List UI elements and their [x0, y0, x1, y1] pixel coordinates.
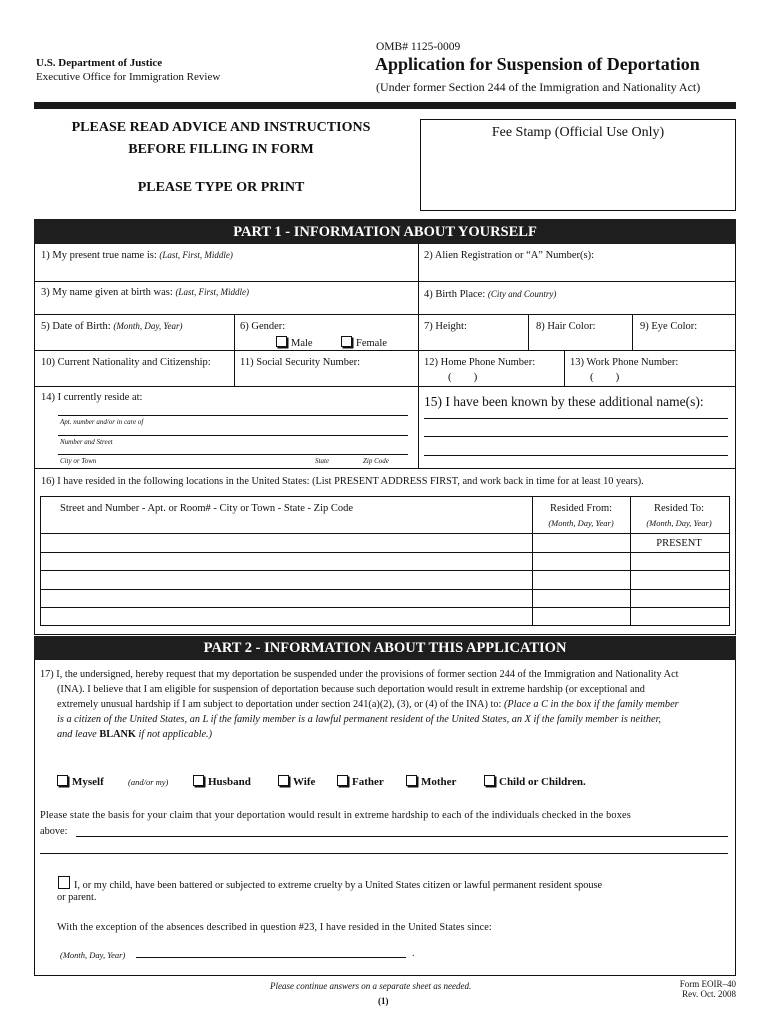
fee-stamp-label: Fee Stamp (Official Use Only) [491, 125, 665, 140]
col-from-hint: (Month, Day, Year) [548, 518, 614, 528]
q17-line5: and leave BLANK if not applicable.) [57, 729, 213, 740]
q8-label: 8) Hair Color: [536, 321, 596, 332]
father-checkbox[interactable] [337, 775, 348, 786]
q5-label: 5) Date of Birth: (Month, Day, Year) [41, 321, 183, 332]
form-title: Application for Suspension of Deportation [375, 54, 700, 74]
street-caption: Number and Street [60, 438, 113, 446]
work-phone-area-code[interactable]: ( ) [590, 371, 620, 383]
q17-line2: (INA). I believe that I am eligible for suspension of deportation because such deportation would result in extreme hardship (or exceptional and [57, 684, 645, 695]
gender-male-option[interactable]: Male [276, 336, 313, 349]
q6-label: 6) Gender: [240, 321, 286, 332]
q11-label: 11) Social Security Number: [240, 357, 361, 368]
mother-option[interactable]: Mother [406, 775, 456, 788]
page-number: (1) [378, 996, 389, 1006]
female-checkbox[interactable] [341, 336, 352, 347]
q7-label: 7) Height: [424, 321, 467, 332]
alias-line-1[interactable] [424, 418, 728, 419]
battered-line2: or parent. [57, 892, 97, 903]
q15-label: 15) I have been known by these additional name(s): [424, 394, 704, 409]
omb-number: OMB# 1125-0009 [376, 41, 461, 53]
form-number: Form EOIR–40 [679, 979, 736, 989]
q17-line4: is a citizen of the United States, an L if the family member is a lawful permanent resident of the United States, an X if the family member is neither, [57, 714, 662, 725]
gender-female-option[interactable]: Female [341, 336, 387, 349]
q12-label: 12) Home Phone Number: [424, 357, 536, 368]
col-to: Resided To: [653, 503, 705, 514]
instructions-line1: PLEASE READ ADVICE AND INSTRUCTIONS [71, 120, 371, 135]
basis-answer-line2[interactable] [40, 853, 728, 854]
fee-stamp-box [420, 119, 736, 211]
battered-checkbox[interactable] [58, 876, 70, 889]
street-line[interactable] [58, 435, 408, 436]
mother-checkbox[interactable] [406, 775, 417, 786]
since-date-line[interactable] [136, 957, 406, 958]
male-checkbox[interactable] [276, 336, 287, 347]
city-line[interactable] [58, 454, 408, 455]
part2-header: PART 2 - INFORMATION ABOUT THIS APPLICATION [34, 636, 736, 660]
form-subtitle: (Under former Section 244 of the Immigration and Nationality Act) [376, 80, 701, 94]
apt-line[interactable] [58, 415, 408, 416]
q1-label: 1) My present true name is: (Last, First, Middle) [41, 250, 233, 261]
father-option[interactable]: Father [337, 775, 384, 788]
form-revision: Rev. Oct. 2008 [682, 989, 736, 999]
basis-line1: Please state the basis for your claim that your deportation would result in extreme hardship to each of the individuals checked in the boxes [40, 810, 631, 821]
col-to-hint: (Month, Day, Year) [646, 518, 712, 528]
q2-label: 2) Alien Registration or “A” Number(s): [424, 250, 594, 261]
myself-checkbox[interactable] [57, 775, 68, 786]
q14-label: 14) I currently reside at: [41, 392, 143, 403]
wife-option[interactable]: Wife [278, 775, 315, 788]
child-checkbox[interactable] [484, 775, 495, 786]
basis-answer-line1[interactable] [76, 836, 728, 837]
wife-checkbox[interactable] [278, 775, 289, 786]
myself-option[interactable]: Myself [57, 775, 104, 788]
q9-label: 9) Eye Color: [640, 321, 698, 332]
basis-line2: above: [40, 826, 68, 837]
col-address: Street and Number - Apt. or Room# - City or Town - State - Zip Code [60, 503, 354, 514]
office-name: Executive Office for Immigration Review [36, 71, 221, 83]
alias-line-3[interactable] [424, 455, 728, 456]
apt-caption: Apt. number and/or in care of [60, 418, 144, 426]
home-phone-area-code[interactable]: ( ) [448, 371, 478, 383]
since-date-period: . [412, 948, 415, 959]
battered-line1: I, or my child, have been battered or subjected to extreme cruelty by a United States citizen or lawful permanent resident spouse [58, 876, 602, 891]
state-caption: State [315, 457, 329, 465]
absences-label: With the exception of the absences described in question #23, I have resided in the United States since: [57, 922, 492, 933]
child-option[interactable]: Child or Children. [484, 775, 586, 788]
husband-option[interactable]: Husband [193, 775, 251, 788]
continue-note: Please continue answers on a separate sheet as needed. [270, 981, 472, 991]
zip-caption: Zip Code [363, 457, 389, 465]
col-from: Resided From: [549, 503, 613, 514]
q17-line1: 17) I, the undersigned, hereby request that my deportation be suspended under the provisions of former section 244 of the Immigration and Nationality Act [40, 669, 679, 680]
type-or-print: PLEASE TYPE OR PRINT [137, 180, 305, 195]
header-rule [34, 102, 736, 109]
instructions-line2: BEFORE FILLING IN FORM [128, 142, 314, 157]
alias-line-2[interactable] [424, 436, 728, 437]
q3-label: 3) My name given at birth was: (Last, First, Middle) [41, 287, 249, 298]
q10-label: 10) Current Nationality and Citizenship: [41, 357, 211, 368]
q17-line3: extremely unusual hardship if I am subject to deportation under section 241(a)(2), (3), or (4) of the INA) to: (Place a C in the box if the family member [57, 699, 679, 710]
part1-header: PART 1 - INFORMATION ABOUT YOURSELF [34, 219, 736, 244]
q4-label: 4) Birth Place: (City and Country) [424, 289, 557, 300]
city-caption: City or Town [60, 457, 97, 465]
q13-label: 13) Work Phone Number: [570, 357, 679, 368]
q16-label: 16) I have resided in the following locations in the United States: (List PRESENT ADDRESS FIRST, and work back in time for at least 10 years). [41, 476, 644, 487]
agency-name: U.S. Department of Justice [36, 57, 163, 69]
andor-label: (and/or my) [128, 777, 169, 787]
since-date-hint: (Month, Day, Year) [60, 950, 126, 960]
husband-checkbox[interactable] [193, 775, 204, 786]
present-cell: PRESENT [656, 538, 702, 549]
